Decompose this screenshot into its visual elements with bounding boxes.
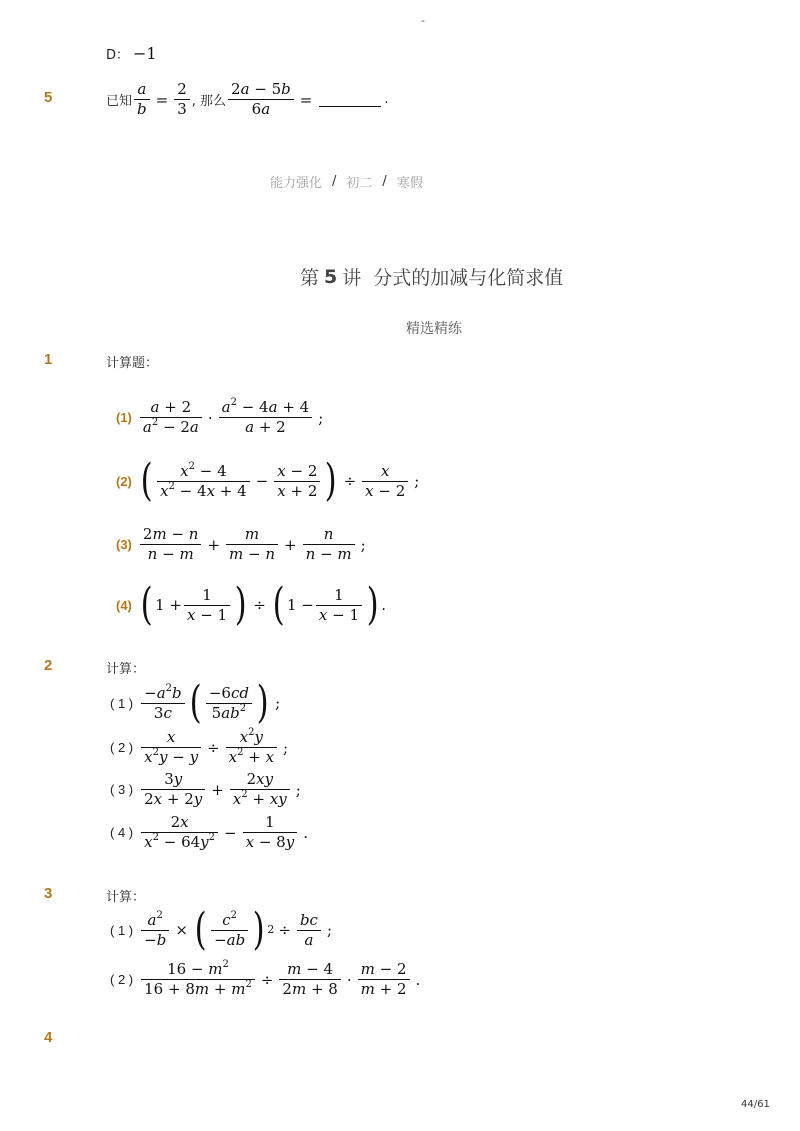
q1-sub-3: (3) $\frac{2m - n}{n - m}$ + $\frac{m}{m - n}$ + $\frac{n}{n - m}$ ; bbox=[116, 525, 366, 563]
question-5-content bbox=[106, 80, 389, 119]
sub-label: (1) bbox=[116, 410, 132, 425]
question-number-5: 5 bbox=[44, 89, 53, 106]
question-2-label: 计算： bbox=[106, 662, 146, 677]
lecture-title bbox=[300, 263, 563, 290]
option-d-value: −1 bbox=[133, 44, 157, 63]
sub-label: ( 3 ) bbox=[110, 782, 134, 797]
q1-sub-4: (4) ( 1 + $\frac{1}{x - 1}$ ) ÷ ( 1 − $\frac{1}{x - 1}$ ) . bbox=[116, 579, 386, 630]
q5-prefix: 已知 bbox=[106, 94, 133, 109]
q5-expression-2: $\frac{2a - 5b}{6a}$ = bbox=[226, 80, 316, 119]
question-1-label: 计算题： bbox=[106, 356, 159, 371]
question-3-label: 计算： bbox=[106, 890, 146, 905]
sub-label: ( 2 ) bbox=[110, 740, 134, 755]
answer-blank[interactable] bbox=[319, 92, 381, 107]
breadcrumb-item-1[interactable]: 能力强化 bbox=[270, 176, 323, 191]
breadcrumb-separator: / bbox=[382, 174, 387, 189]
breadcrumb-item-2[interactable]: 初二 bbox=[346, 176, 373, 191]
q5-mid: , 那么 bbox=[191, 94, 227, 109]
sub-label: ( 1 ) bbox=[110, 695, 134, 711]
question-number-1: 1 bbox=[44, 351, 53, 368]
lecture-number: 5 bbox=[324, 265, 338, 288]
q2-sub-4: ( 4 ) $\frac{2x}{x^2 - 64y^2}$ − $\frac{1}{x - 8y}$ . bbox=[110, 813, 308, 851]
page-number: 44/61 bbox=[741, 1099, 770, 1110]
lecture-name: 分式的加减与化简求值 bbox=[373, 267, 564, 289]
lecture-prefix: 第 bbox=[300, 267, 320, 289]
q5-end: . bbox=[384, 92, 389, 107]
breadcrumb bbox=[270, 172, 423, 191]
section-title: 精选精练 bbox=[406, 321, 462, 337]
option-d bbox=[106, 44, 157, 63]
question-number-3: 3 bbox=[44, 885, 53, 902]
sub-label: (2) bbox=[116, 473, 132, 489]
breadcrumb-item-3[interactable]: 寒假 bbox=[396, 176, 423, 191]
q2-sub-3: ( 3 ) $\frac{3y}{2x + 2y}$ + $\frac{2xy}{x^2 + xy}$ ; bbox=[110, 770, 301, 808]
q5-expression: $\frac{a}{b}$ = $\frac{2}{3}$ bbox=[132, 80, 192, 119]
sub-label: ( 2 ) bbox=[110, 972, 134, 987]
q1-sub-2: (2) ( $\frac{x^2 - 4}{x^2 - 4x + 4}$ − $\frac{x - 2}{x + 2}$ ) ÷ $\frac{x}{x - 2}$ ; bbox=[116, 455, 420, 506]
breadcrumb-separator: / bbox=[332, 174, 337, 189]
sub-label: (3) bbox=[116, 537, 132, 552]
sub-label: (4) bbox=[116, 597, 132, 613]
question-number-2: 2 bbox=[44, 657, 53, 674]
q3-sub-2: ( 2 ) $\frac{16 - m^2}{16 + 8m + m^2}$ ÷ $\frac{m - 4}{2m + 8}$ · $\frac{m - 2}{m + 2}$ . bbox=[110, 959, 421, 998]
question-number-4: 4 bbox=[44, 1029, 53, 1046]
sub-label: ( 1 ) bbox=[110, 922, 134, 938]
q2-sub-1: ( 1 ) $\frac{-a^2b}{3c}$ ( $\frac{-6cd}{5ab^2}$ ) ; bbox=[110, 677, 281, 728]
top-mark: - bbox=[421, 14, 425, 27]
option-d-label: D： bbox=[106, 48, 130, 63]
q2-sub-2: ( 2 ) $\frac{x}{x^2y - y}$ ÷ $\frac{x^2y}{x^2 + x}$ ; bbox=[110, 727, 289, 766]
lecture-suffix: 讲 bbox=[342, 267, 362, 289]
q3-sub-1: ( 1 ) $\frac{a^2}{-b}$ × ( $\frac{c^2}{-ab}$ ) 2 ÷ $\frac{bc}{a}$ ; bbox=[110, 904, 333, 955]
q1-sub-1: (1) $\frac{a + 2}{a^2 - 2a}$ · $\frac{a^2 - 4a + 4}{a + 2}$ ; bbox=[116, 397, 324, 436]
sub-label: ( 4 ) bbox=[110, 825, 134, 840]
